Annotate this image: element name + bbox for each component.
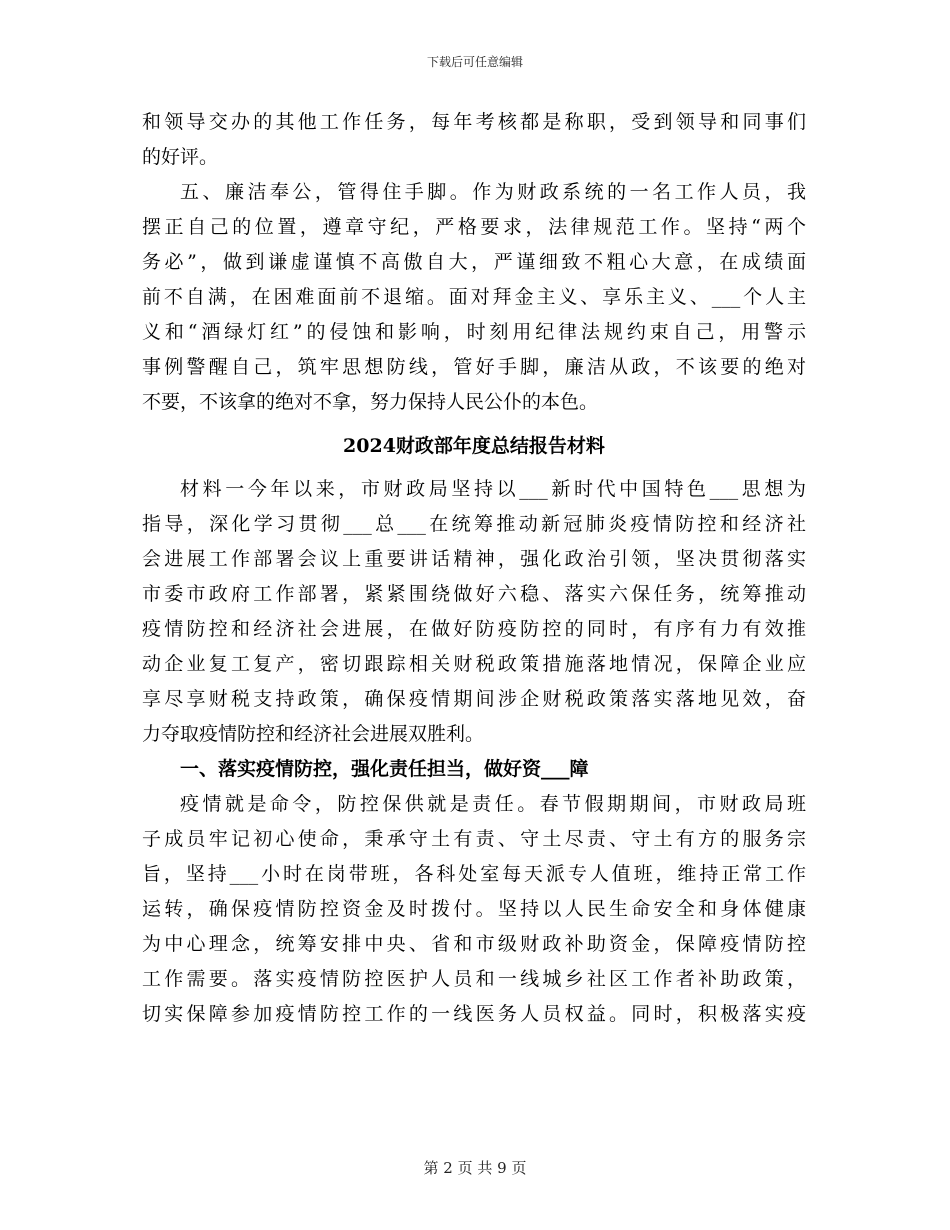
paragraph-line: 的好评。 (142, 146, 219, 168)
document-body (142, 105, 806, 1032)
header-note: 下载后可任意编辑 (426, 55, 523, 69)
paragraph-line: 事例警醒自己，筑牢思想防线，管好手脚，廉洁从政，不该要的绝对 (142, 356, 806, 378)
paragraph-line: 和领导交办的其他工作任务，每年考核都是称职，受到领导和同事们 (142, 111, 806, 133)
paragraph-line: 子成员牢记初心使命，秉承守土有责、守土尽责、守土有方的服务宗 (142, 828, 806, 850)
paragraph-line: 运转，确保疫情防控资金及时拨付。坚持以人民生命安全和身体健康 (142, 898, 806, 920)
paragraph-line: 疫情就是命令，防控保供就是责任。春节假期期间，市财政局班 (180, 793, 806, 815)
paragraph-line: 指导，深化学习贯彻___总___在统筹推动新冠肺炎疫情防控和经济社 (142, 513, 806, 535)
paragraph-line: 疫情防控和经济社会进展，在做好防疫防控的同时，有序有力有效推 (142, 618, 806, 640)
section-five-paragraph (142, 175, 806, 420)
paragraph-line: 切实保障参加疫情防控工作的一线医务人员权益。同时，积极落实疫 (142, 1003, 806, 1025)
paragraph-line: 材料一今年以来，市财政局坚持以___新时代中国特色___思想为 (180, 478, 806, 500)
paragraph-line: 摆正自己的位置，遵章守纪，严格要求，法律规范工作。坚持“两个 (142, 216, 806, 238)
paragraph-line: 市委市政府工作部署，紧紧围绕做好六稳、落实六保任务，统筹推动 (142, 583, 806, 605)
paragraph-line: 不要，不该拿的绝对不拿，努力保持人民公仆的本色。 (142, 391, 599, 413)
continuation-paragraph (142, 105, 806, 175)
paragraph-line: 五、廉洁奉公，管得住手脚。作为财政系统的一名工作人员，我 (180, 181, 806, 203)
paragraph-line: 会进展工作部署会议上重要讲话精神，强化政治引领，坚决贯彻落实 (142, 548, 806, 570)
paragraph-line: 旨，坚持___小时在岗带班，各科处室每天派专人值班，维持正常工作 (142, 863, 806, 885)
document-title: 2024财政部年度总结报告材料 (343, 435, 605, 457)
paragraph-line: 义和“酒绿灯红”的侵蚀和影响，时刻用纪律法规约束自己，用警示 (142, 321, 806, 343)
paragraph-line: 享尽享财税支持政策，确保疫情期间涉企财税政策落实落地见效，奋 (142, 688, 806, 710)
paragraph-line: 动企业复工复产，密切跟踪相关财税政策措施落地情况，保障企业应 (142, 653, 806, 675)
paragraph-line: 工作需要。落实疫情防控医护人员和一线城乡社区工作者补助政策， (142, 968, 806, 990)
page-number: 第 2 页 共 9 页 (423, 1159, 527, 1177)
paragraph-line: 务必”，做到谦虚谨慎不高傲自大，严谨细致不粗心大意，在成绩面 (142, 251, 806, 273)
paragraph-line: 为中心理念，统筹安排中央、省和市级财政补助资金，保障疫情防控 (142, 933, 806, 955)
paragraph-line: 力夺取疫情防控和经济社会进展双胜利。 (142, 723, 485, 745)
paragraph-line: 前不自满，在困难面前不退缩。面对拜金主义、享乐主义、___个人主 (142, 286, 806, 308)
section-one-paragraph (142, 787, 806, 1032)
intro-paragraph (142, 472, 806, 752)
section-heading: 一、落实疫情防控，强化责任担当，做好资___障 (180, 758, 589, 780)
